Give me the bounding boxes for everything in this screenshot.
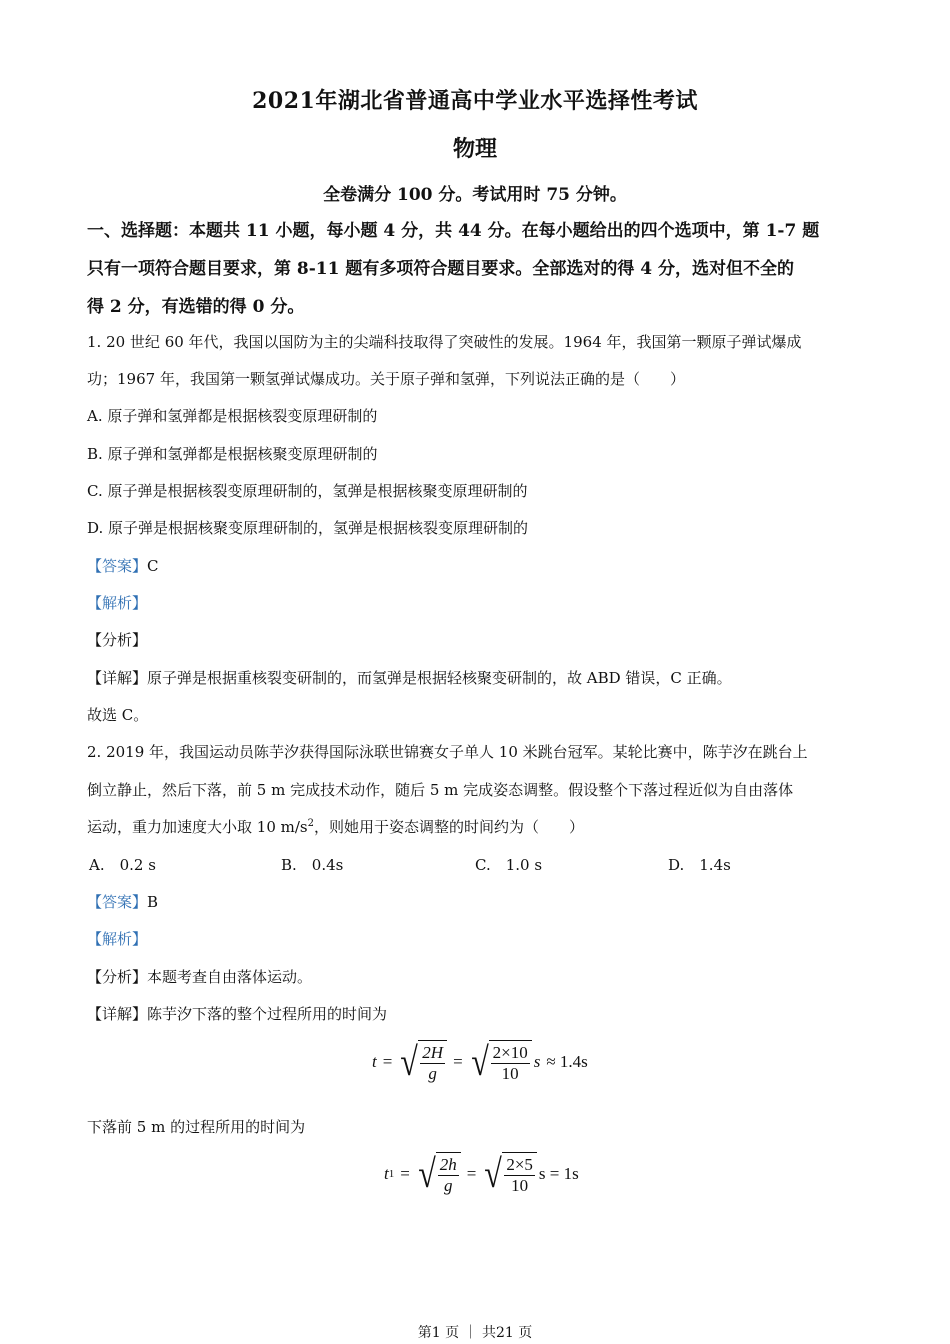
q1-stem-line-1: 1. 20 世纪 60 年代，我国以国防为主的尖端科技取得了突破性的发展。1964 年，我国第一颗原子弹试爆成 xyxy=(87,333,802,351)
formula-result: s = 1s xyxy=(538,1164,579,1183)
formula-var-t: t xyxy=(384,1164,389,1183)
q1-conclusion: 故选 C。 xyxy=(87,706,149,724)
q2-detail xyxy=(87,1003,867,1024)
q2-stem-superscript: 2 xyxy=(307,818,314,829)
q2-stem-line-2: 倒立静止，然后下落，前 5 m 完成技术动作，随后 5 m 完成姿态调整。假设整个下落过程近似为自由落体 xyxy=(87,781,794,799)
q2-fenxi xyxy=(87,966,867,987)
detail-tag: 【详解】 xyxy=(87,669,148,687)
detail-text: 陈芋汐下落的整个过程所用的时间为 xyxy=(147,1005,388,1023)
answer-tag: 【答案】 xyxy=(87,557,148,575)
formula-equals: = xyxy=(382,1052,393,1071)
fraction xyxy=(504,1155,535,1196)
detail-tag: 【详解】 xyxy=(87,1005,148,1023)
formula-var-t: t xyxy=(372,1052,377,1071)
formula-total-time xyxy=(372,1040,588,1084)
fenxi-tag: 【分析】 xyxy=(87,631,148,649)
exam-note: 全卷满分 100 分。考试用时 75 分钟。 xyxy=(323,185,627,205)
fraction-denominator: g xyxy=(444,1176,453,1195)
q1-fenxi xyxy=(87,629,867,650)
q1-analysis xyxy=(87,592,867,613)
q2-answer xyxy=(87,891,867,912)
fraction-denominator: 10 xyxy=(511,1176,529,1195)
answer-value: C xyxy=(147,557,159,575)
section-instructions-line-3: 得 2 分，有选错的得 0 分。 xyxy=(87,297,305,317)
analysis-tag: 【解析】 xyxy=(87,930,148,948)
fraction-numerator: 2H xyxy=(422,1043,444,1062)
q2-option-c: C. 1.0 s xyxy=(475,856,543,874)
q2-analysis xyxy=(87,928,867,949)
answer-tag: 【答案】 xyxy=(87,893,148,911)
page-footer: 第1 页 ｜ 共21 页 xyxy=(417,1325,533,1341)
q2-stem-line-3-tail: ，则她用于姿态调整的时间约为（ ） xyxy=(313,818,584,836)
q1-option-a: A. 原子弹和氢弹都是根据核裂变原理研制的 xyxy=(87,407,378,425)
formula-result: ≈ 1.4s xyxy=(546,1052,588,1071)
section-instructions-line-1: 一、选择题：本题共 11 小题，每小题 4 分，共 44 分。在每小题给出的四个选项中，第 1-7 题 xyxy=(87,221,820,241)
formula-equals: = xyxy=(400,1164,410,1183)
sqrt-symbol: √ $\frac{2h}{g}$ xyxy=(416,1152,461,1196)
q2-option-d: D. 1.4s xyxy=(668,856,731,874)
fraction-numerator: 2×5 xyxy=(506,1155,533,1174)
q1-option-c: C. 原子弹是根据核裂变原理研制的，氢弹是根据核聚变原理研制的 xyxy=(87,482,528,500)
sqrt-symbol: √ $\frac{2\times 5}{10}$ xyxy=(482,1152,537,1196)
q1-answer xyxy=(87,555,867,576)
q1-option-d: D. 原子弹是根据核聚变原理研制的，氢弹是根据核裂变原理研制的 xyxy=(87,519,529,537)
fraction xyxy=(491,1043,530,1084)
fraction xyxy=(438,1155,459,1196)
fenxi-text: 本题考查自由落体运动。 xyxy=(147,968,313,986)
fraction-denominator: 10 xyxy=(501,1064,519,1083)
q2-stem-line-1: 2. 2019 年，我国运动员陈芋汐获得国际泳联世锦赛女子单人 10 米跳台冠军。某轮比赛中，陈芋汐在跳台上 xyxy=(87,743,808,761)
analysis-tag: 【解析】 xyxy=(87,594,148,612)
detail-text: 原子弹是根据重核裂变研制的，而氢弹是根据轻核聚变研制的，故 ABD 错误，C 正确。 xyxy=(147,669,732,687)
q2-stem-line-3 xyxy=(87,816,867,837)
answer-value: B xyxy=(147,893,159,911)
exam-title: 2021年湖北省普通高中学业水平选择性考试 xyxy=(252,88,698,114)
fraction xyxy=(420,1043,445,1084)
fenxi-tag: 【分析】 xyxy=(87,968,148,986)
fraction-numerator: 2h xyxy=(439,1155,457,1174)
fraction-numerator: 2×10 xyxy=(492,1043,528,1062)
formula-subscript: 1 xyxy=(388,1168,395,1180)
formula-equals: = xyxy=(466,1164,477,1183)
fraction-denominator: g xyxy=(428,1064,437,1083)
sqrt-symbol: √ $\frac{2H}{g}$ xyxy=(398,1040,447,1084)
q1-stem-line-2: 功；1967 年，我国第一颗氢弹试爆成功。关于原子弹和氢弹，下列说法正确的是（ ） xyxy=(87,370,685,388)
q1-detail xyxy=(87,667,867,688)
section-instructions-line-2: 只有一项符合题目要求，第 8-11 题有多项符合题目要求。全部选对的得 4 分，选对但不全的 xyxy=(87,259,795,279)
sqrt-symbol: √ $\frac{2\times 10}{10}$ xyxy=(469,1040,532,1084)
q2-mid-text: 下落前 5 m 的过程所用的时间为 xyxy=(87,1118,306,1136)
formula-unit: s xyxy=(533,1052,541,1071)
q2-option-b: B. 0.4s xyxy=(281,856,344,874)
q1-option-b: B. 原子弹和氢弹都是根据核聚变原理研制的 xyxy=(87,445,378,463)
formula-first-segment-time xyxy=(384,1152,579,1196)
exam-subject: 物理 xyxy=(452,136,497,162)
q2-stem-line-3-text: 运动，重力加速度大小取 10 m/s xyxy=(87,818,308,836)
formula-equals: = xyxy=(453,1052,463,1071)
q2-option-a: A. 0.2 s xyxy=(89,856,156,874)
